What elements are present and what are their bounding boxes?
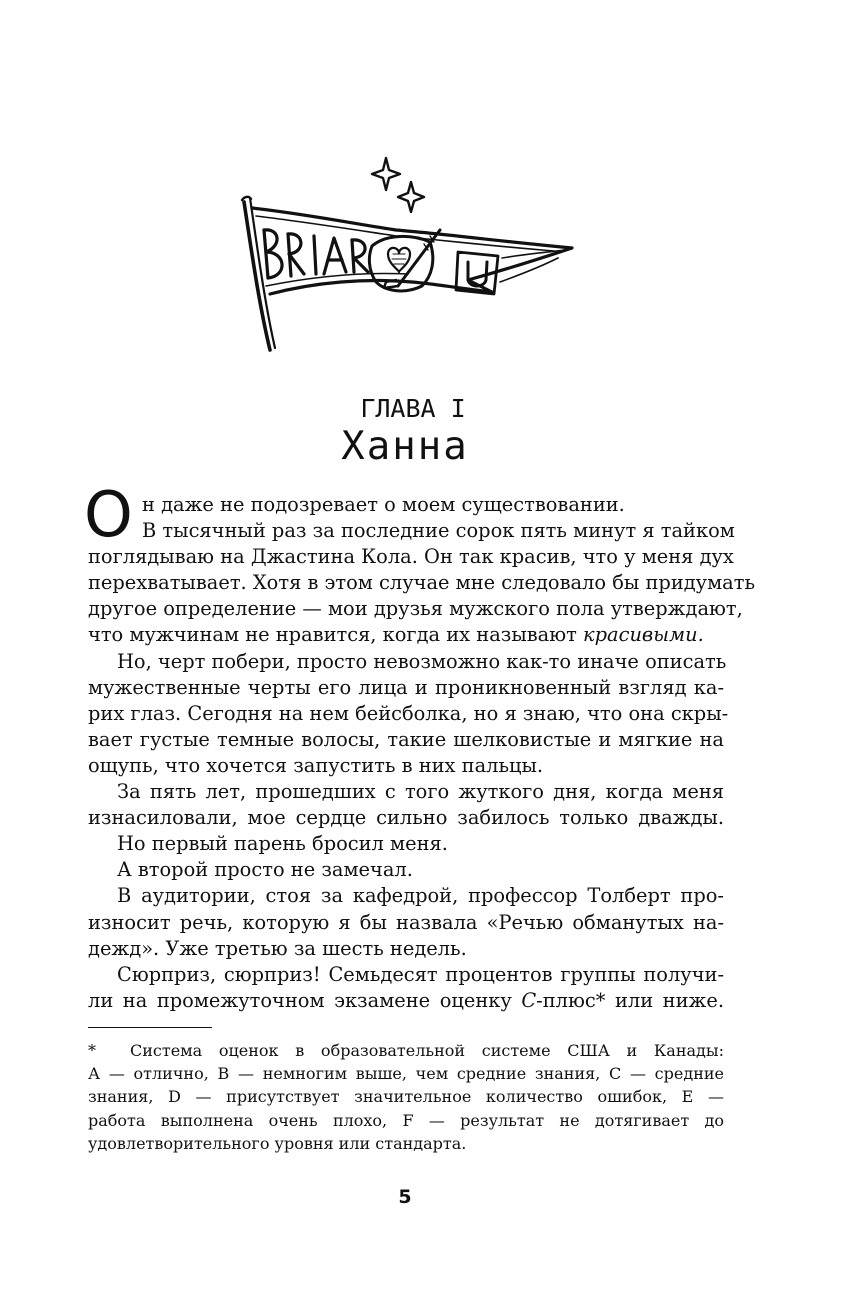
text-line: А второй просто не замечал. [117,858,413,882]
text-line: изнасиловали, мое сердце сильно забилось только дважды. [88,806,724,830]
text-line: Но, черт побери, просто невозможно как-то иначе описать [117,649,727,673]
emphasis-text: С [521,988,537,1012]
text-line: мужественные черты его лица и проникновенный взгляд ка- [88,675,724,699]
text-line: рих глаз. Сегодня на нем бейсболка, но я знаю, что она скры- [88,701,729,725]
text-line [88,988,724,1014]
text-fragment: ли на промежуточном экзамене оценку [88,988,522,1012]
text-line: В аудитории, стоя за кафедрой, профессор Толберт про- [117,884,724,908]
emphasis-text: красивыми. [583,623,704,647]
text-line: За пять лет, прошедших с того жуткого дня, когда меня [117,780,724,804]
text-line: ощупь, что хочется запустить в них пальцы. [88,753,544,777]
footnote [88,1039,724,1155]
text-line: перехватывает. Хотя в этом случае мне следовало бы придумать [88,571,756,595]
footnote-line [88,1039,724,1062]
text-line: поглядываю на Джастина Кола. Он так красив, что у меня дух [88,545,734,569]
text-line: Но первый парень бросил меня. [117,832,448,856]
footnote-text: Система оценок в образовательной системе США и Канады: [130,1041,724,1060]
footnote-line: знания, D — присутствует значительное количество ошибок, E — [88,1087,724,1107]
text-line: В тысячный раз за последние сорок пять минут я тайком [142,519,735,543]
first-paragraph [84,478,735,551]
sparkle-icon [398,182,424,212]
text-line: дежд». Уже третью за шесть недель. [88,936,467,960]
text-line: износит речь, которую я бы назвала «Речью обманутых на- [88,910,724,934]
chapter-body-text [84,478,756,1014]
sparkle-icon [372,158,400,190]
footnote-marker: * [88,1041,96,1060]
text-line: н даже не подозревает о моем существовании. [142,493,625,516]
footnote-line: удовлетворительного уровня или стандарта. [88,1133,467,1153]
chapter-title: Ханна [341,424,469,469]
text-fragment: что мужчинам не нравится, когда их называют [88,623,584,647]
chapter-label: ГЛАВА I [360,394,466,423]
page-number: 5 [398,1186,412,1208]
drop-cap: О [84,478,133,551]
text-line [88,622,724,648]
footnote-divider [88,1027,212,1028]
briar-u-pennant-logo [236,150,581,360]
footnote-reference: -плюс* или ниже. [536,988,724,1012]
text-line: Сюрприз, сюрприз! Семьдесят процентов группы получи- [117,962,724,986]
footnote-line: А — отлично, В — немногим выше, чем средние знания, С — средние [88,1064,724,1084]
text-line: вает густые темные волосы, такие шелковистые и мягкие на [88,727,724,751]
footnote-line: работа выполнена очень плохо, F — результат не дотягивает до [88,1110,724,1130]
text-line: другое определение — мои друзья мужского пола утверждают, [88,597,743,621]
